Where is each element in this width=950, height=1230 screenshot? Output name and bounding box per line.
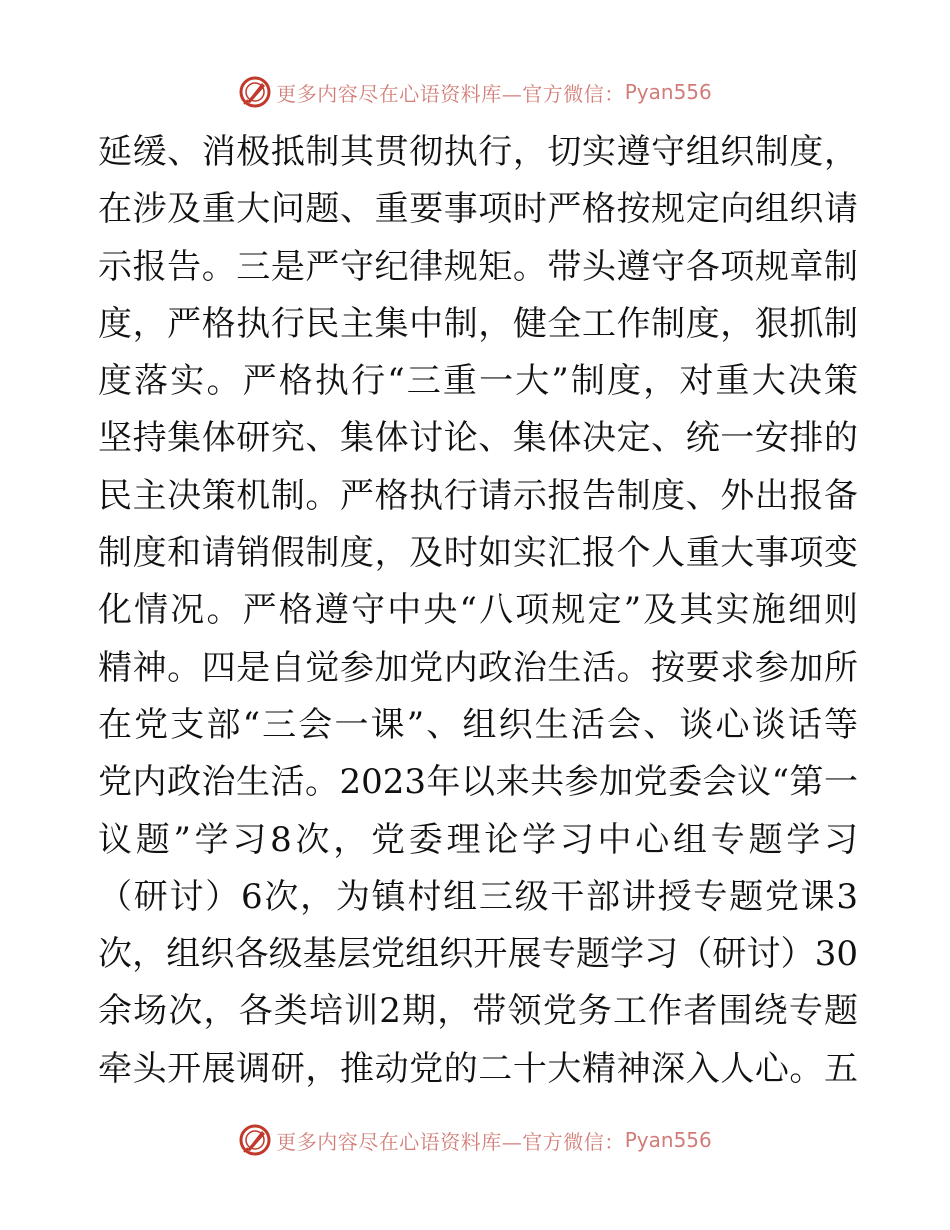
text-line: 示报告。三是严守纪律规矩。带头遵守各项规章制	[98, 246, 858, 287]
text-line: 民主决策机制。严格执行请示报告制度、外出报备	[98, 475, 858, 516]
text-line: 坚持集体研究、集体讨论、集体决定、统一安排的	[98, 418, 858, 459]
watermark-text: 更多内容尽在心语资料库—官方微信：	[276, 81, 625, 106]
watermark-text: 更多内容尽在心语资料库—官方微信：	[276, 1129, 625, 1154]
text-line: 精神。四是自觉参加党内政治生活。按要求参加所	[98, 647, 858, 688]
text-line: 在党支部“三会一课”、组织生活会、谈心谈话等	[98, 704, 858, 745]
watermark-wechat-id: Pyan556	[624, 1128, 712, 1152]
document-body	[98, 124, 858, 1098]
text-line: 化情况。严格遵守中央“八项规定”及其实施细则	[98, 590, 858, 631]
quill-logo-icon	[238, 75, 272, 109]
text-line: 在涉及重大问题、重要事项时严格按规定向组织请	[98, 189, 858, 230]
text-line: 延缓、消极抵制其贯彻执行，切实遵守组织制度，	[98, 132, 858, 172]
watermark-wechat-id: Pyan556	[624, 80, 712, 104]
text-line: 度，严格执行民主集中制，健全工作制度，狠抓制	[98, 303, 858, 344]
text-line: 牵头开展调研，推动党的二十大精神深入人心。五	[98, 1048, 858, 1089]
text-line: 余场次，各类培训2期，带领党务工作者围绕专题	[98, 991, 858, 1032]
text-line: 议题”学习8次，党委理论学习中心组专题学习	[98, 819, 858, 860]
text-line: 度落实。严格执行“三重一大”制度，对重大决策	[98, 361, 858, 402]
footer-watermark	[0, 1120, 950, 1160]
text-line: 党内政治生活。2023年以来共参加党委会议“第一	[98, 762, 858, 803]
text-line: （研讨）6次，为镇村组三级干部讲授专题党课3	[98, 876, 858, 917]
text-line: 次，组织各级基层党组织开展专题学习（研讨）30	[98, 934, 858, 975]
quill-logo-icon	[238, 1123, 272, 1157]
text-line: 制度和请销假制度，及时如实汇报个人重大事项变	[98, 533, 858, 574]
header-watermark	[0, 72, 950, 112]
